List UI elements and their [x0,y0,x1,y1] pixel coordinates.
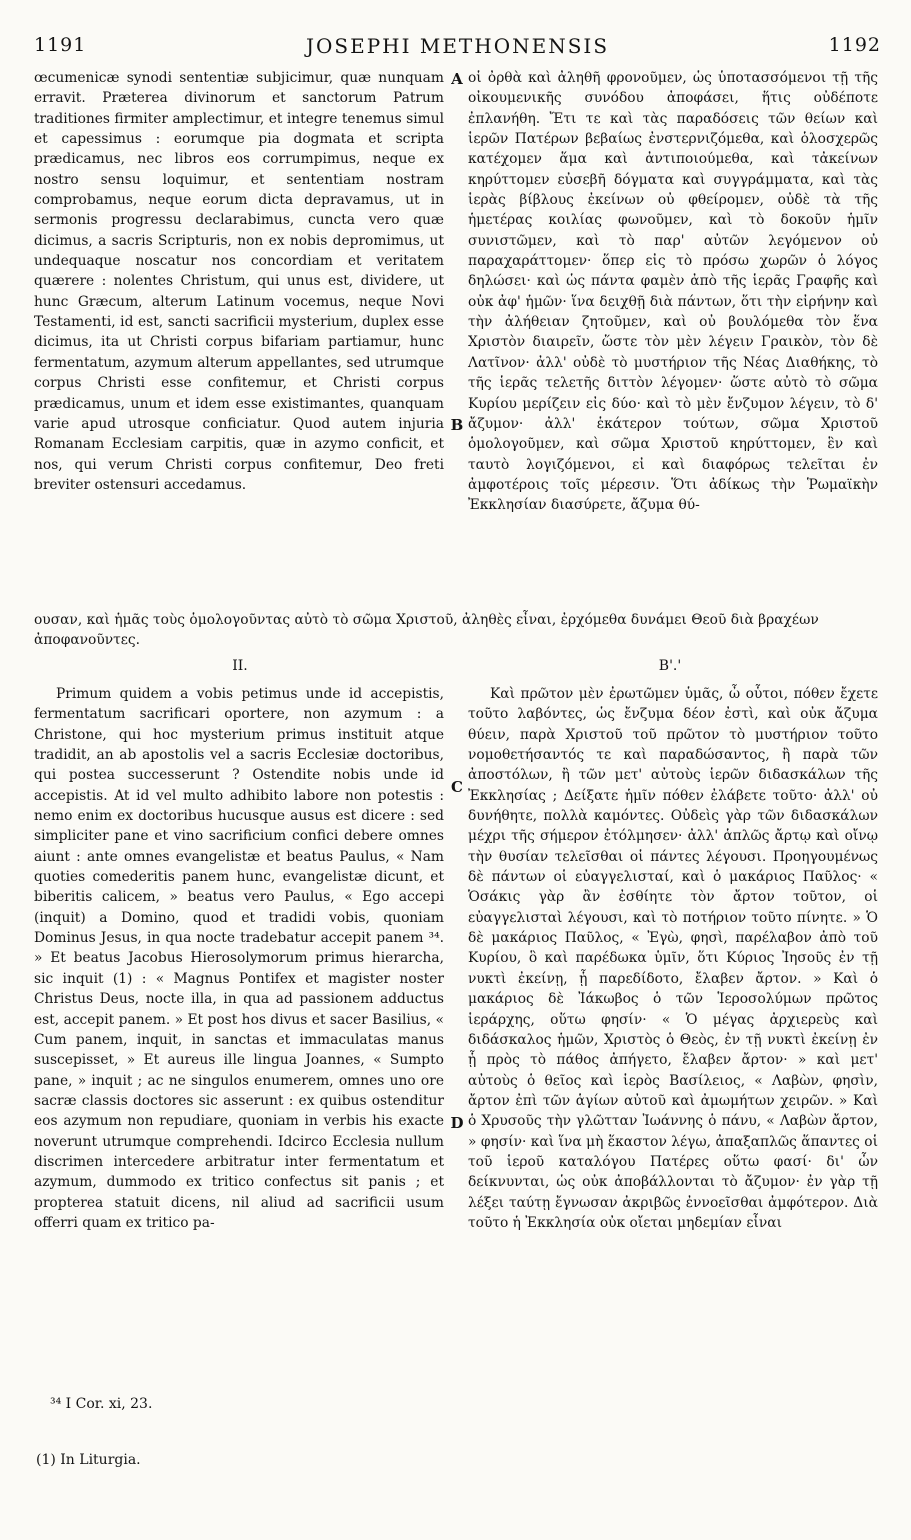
running-title: JOSEPHI METHONENSIS [305,34,610,58]
latin-paragraph: Primum quidem a vobis petimus unde id accepistis, fermentatum sacrificari oportere, non azymum : a Christone, qui hoc mysterium primus instituit atque tradidit, an ab apostolis vel a sacris Ecclesiæ doctoribus, qui postea successerunt ? Ostendite nobis unde id accepistis. At id vel multo adhibito labore non potestis : nemo enim ex doctoribus hucusque ausus est dicere : sed simpliciter pane et vino sacrificium confici debere omnes aiunt : ante omnes evangelistæ et beatus Paulus, « Nam quoties comederitis panem hunc, evangelistæ dicunt, et biberitis calicem, » beatus vero Paulus, « Ego accepi (inquit) a Domino, quod et tradidi vobis, quoniam Dominus Jesus, in qua nocte tradebatur accepit panem ³⁴. » Et beatus Jacobus Hierosolymorum primus hierarcha, sic inquit (1) : « Magnus Pontifex et magister noster Christus Deus, nocte illa, in qua ad passionem adductus est, accepit panem. » Et post hos divus et sacer Basilius, « Cum panem, inquit, in sanctas et immaculatas manus suscepisset, » Et aureus ille lingua Joannes, « Sumpto pane, » inquit ; ac ne singulos enumerem, omnes uno ore sacræ classis doctores sic asserunt : ex quibus ostenditur eos azymum non repudiare, quoniam in verbis his exacte noverunt utrumque comprehendi. Idcirco Ecclesia nullum discrimen intercedere arbitratur inter fermentatum et azymum, dummodo ex tritico confectus sit panis ; et propterea statuit dicens, nil aliud ad sacrificii usum offerri quam ex tritico pa- [34,686,444,1231]
footnote-scripture-reference: ³⁴ I Cor. xi, 23. [50,1396,153,1412]
footnote-1: (1) In Liturgia. [36,1452,141,1468]
latin-paragraph: œcumenicæ synodi sententiæ subjicimur, quæ nunquam erravit. Præterea divinorum et sanctorum Patrum traditiones firmiter amplectimur, et integre tenemus simul et capessimus : eorumque pia dogmata et scripta prædicamus, nec libros eos corrumpimus, neque ex nostro sensu loquimur, et sententiam nostram comprobamus, neque eorum dicta depravamus, ut in sermonis progressu declarabimus, cuncta vero quæ dicimus, a sacris Scripturis, non ex nobis depromimus, ut undequaque noscatur nos concordiam et veritatem quærere : nolentes Christum, qui unus est, dividere, ut hunc Græcum, alterum Latinum vocemus, neque Novi Testamenti, id est, sancti sacrificii mysterium, duplex esse dicimus, ita ut Christi corpus bifariam partiamur, hunc fermentatum, azymum alterum appellantes, sed utrumque corpus Christi esse confitemur, et Christi corpus prædicamus, unum et idem esse existimantes, quanquam varie apud utrosque conficiatur. Quod autem injuria Romanam Ecclesiam carpitis, quæ in azymo conficit, et nos, qui verum Christi corpus confitemur, Deo freti breviter ostensuri accedamus. [34,70,444,493]
page-number-left: 1191 [34,34,87,56]
greek-paragraph: Καὶ πρῶτον μὲν ἐρωτῶμεν ὑμᾶς, ὦ οὗτοι, πόθεν ἔχετε τοῦτο λαβόντες, ὡς ἔνζυμα δέον ἐστὶ, καὶ οὐκ ἄζυμα θύειν, παρὰ Χριστοῦ τοῦ πρῶτον τὸ μυστήριον τοῦτο νομοθετήσαντός τε καὶ παραδώσαντος, ἢ παρὰ τῶν ἀποστόλων, ἢ τῶν μετ' αὐτοὺς ἱερῶν διδασκάλων τῆς Ἐκκλησίας ; Δείξατε ἡμῖν πόθεν ἐλάβετε τοῦτο· ἀλλ' οὐ δυνήθητε, πολλὰ καμόντες. Οὐδεὶς γὰρ τῶν διδασκάλων μέχρι τῆς σήμερον ἐτόλμησεν· ἀλλ' ἁπλῶς ἄρτῳ καὶ οἴνῳ τὴν θυσίαν τελεῖσθαι οἱ πάντες λέγουσι. Προηγουμένως δὲ πάντων οἱ εὐαγγελισταί, καὶ ὁ μακάριος Παῦλος· « Ὁσάκις γὰρ ἂν ἐσθίητε τὸν ἄρτον τοῦτον, οἱ εὐαγγελισταὶ λέγουσι, καὶ τὸ ποτήριον τοῦτο πίνητε. » Ὁ δὲ μακάριος Παῦλος, « Ἐγὼ, φησὶ, παρέλαβον ἀπὸ τοῦ Κυρίου, ὃ καὶ παρέδωκα ὑμῖν, ὅτι Κύριος Ἰησοῦς ἐν τῇ νυκτὶ ἐκείνῃ, ᾗ παρεδίδοτο, ἔλαβεν ἄρτον. » Καὶ ὁ μακάριος δὲ Ἰάκωβος ὁ τῶν Ἱεροσολύμων πρῶτος ἱεράρχης, οὕτω φησίν· « Ὁ μέγας ἀρχιερεὺς καὶ διδάσκαλος ἡμῶν, Χριστὸς ὁ Θεὸς, ἐν τῇ νυκτὶ ἐκείνῃ ἐν ᾗ πρὸς τὸ πάθος ἀπήγετο, ἔλαβεν ἄρτον· » καὶ μετ' αὐτοὺς ὁ θεῖος καὶ ἱερὸς Βασίλειος, « Λαβὼν, φησὶν, ἄρτον ἐπὶ τῶν ἁγίων αὐτοῦ καὶ ἀμωμήτων χειρῶν. » Καὶ ὁ Χρυσοῦς τὴν γλῶτταν Ἰωάννης ὁ πάνυ, « Λαβὼν ἄρτον, » φησίν· καὶ ἵνα μὴ ἕκαστον λέγω, ἀπαξαπλῶς ἅπαντες οἱ τοῦ ἱεροῦ καταλόγου Πατέρες οὕτω φασί· δι' ὧν δείκνυνται, ὡς οὐκ ἀποβάλλονται τὸ ἄζυμον· ἐν γὰρ τῇ λέξει ταύτῃ ἔγνωσαν ἀκριβῶς ἐννοεῖσθαι ἀμφότερον. Διὰ τοῦτο ἡ Ἐκκλησία οὐκ οἴεται μηδεμίαν εἶναι [468,686,878,1231]
full-width-greek-line [34,610,878,651]
greek-paragraph: οἱ ὀρθὰ καὶ ἀληθῆ φρονοῦμεν, ὡς ὑποτασσόμενοι τῇ τῆς οἰκουμενικῆς συνόδου ἀποφάσει, ἥτις οὐδέποτε ἐπλανήθη. Ἔτι τε καὶ τὰς παραδόσεις τῶν θείων καὶ ἱερῶν Πατέρων βεβαίως ἐνστερνιζόμεθα, καὶ ὁλοσχερῶς κατέχομεν ἅμα καὶ ἀντιποιούμεθα, καὶ τἀκείνων κηρύττομεν εὐσεβῆ δόγματα καὶ συγγράμματα, καὶ τὰς ἱερὰς βίβλους ἐκείνων οὐ φθείρομεν, οὐδὲ τὰ τῆς ἡμετέρας κοιλίας φωνοῦμεν, καὶ τὸ δοκοῦν ἡμῖν συνιστῶμεν, καὶ τὸ παρ' αὐτῶν λεγόμενον οὐ παραχαράττομεν· ὅπερ εἰς τὸ πρόσω χωρῶν ὁ λόγος δηλώσει· καὶ ὡς πάντα φαμὲν ἀπὸ τῆς ἱερᾶς Γραφῆς καὶ οὐκ ἀφ' ἡμῶν· ἵνα δειχθῇ διὰ πάντων, ὅτι τὴν εἰρήνην καὶ τὴν ἀλήθειαν ζητοῦμεν, καὶ οὐ βουλόμεθα τὸν ἕνα Χριστὸν διαιρεῖν, ὥστε τὸν μὲν λέγειν Γραικὸν, τὸν δὲ Λατῖνον· ἀλλ' οὐδὲ τὸ μυστήριον τῆς Νέας Διαθήκης, τὸ τῆς ἱερᾶς τελετῆς διττὸν λέγομεν· ὥστε αὐτὸ τὸ σῶμα Κυρίου μερίζειν εἰς δύο· καὶ τὸ μὲν ἔνζυμον λέγειν, τὸ δ' ἄζυμον· ἀλλ' ἑκάτερον τούτων, σῶμα Χριστοῦ ὁμολογοῦμεν, καὶ σῶμα Χριστοῦ κηρύττομεν, ἓν καὶ ταυτὸ λογιζόμενοι, εἰ καὶ διαφόρως τελεῖται ἐν ἀμφοτέροις τοῖς μέρεσιν. Ὅτι ἀδίκως τὴν Ῥωμαϊκὴν Ἐκκλησίαν διασύρετε, ἄζυμα θύ- [468,70,878,514]
running-header [34,34,881,60]
margin-letter-b: B [450,416,464,434]
latin-column-section1 [34,68,444,495]
greek-column-section1 [468,68,878,516]
greek-continuation: ουσαν, καὶ ἡμᾶς τοὺς ὁμολογοῦντας αὐτὸ τὸ σῶμα Χριστοῦ, ἀληθὲς εἶναι, ἐρχόμεθα δυνάμει Θεοῦ διὰ βραχέων ἀποφανοῦντες. [34,612,819,649]
latin-column-section2 [34,684,444,1233]
greek-column-section2 [468,684,878,1233]
section-heading-latin: II. [232,658,248,674]
section-heading-greek: Β'.' [658,658,682,674]
margin-letter-c: C [451,778,463,796]
margin-letter-d: D [450,1114,464,1132]
page-number-right: 1192 [828,34,881,56]
margin-letter-a: A [451,70,463,88]
